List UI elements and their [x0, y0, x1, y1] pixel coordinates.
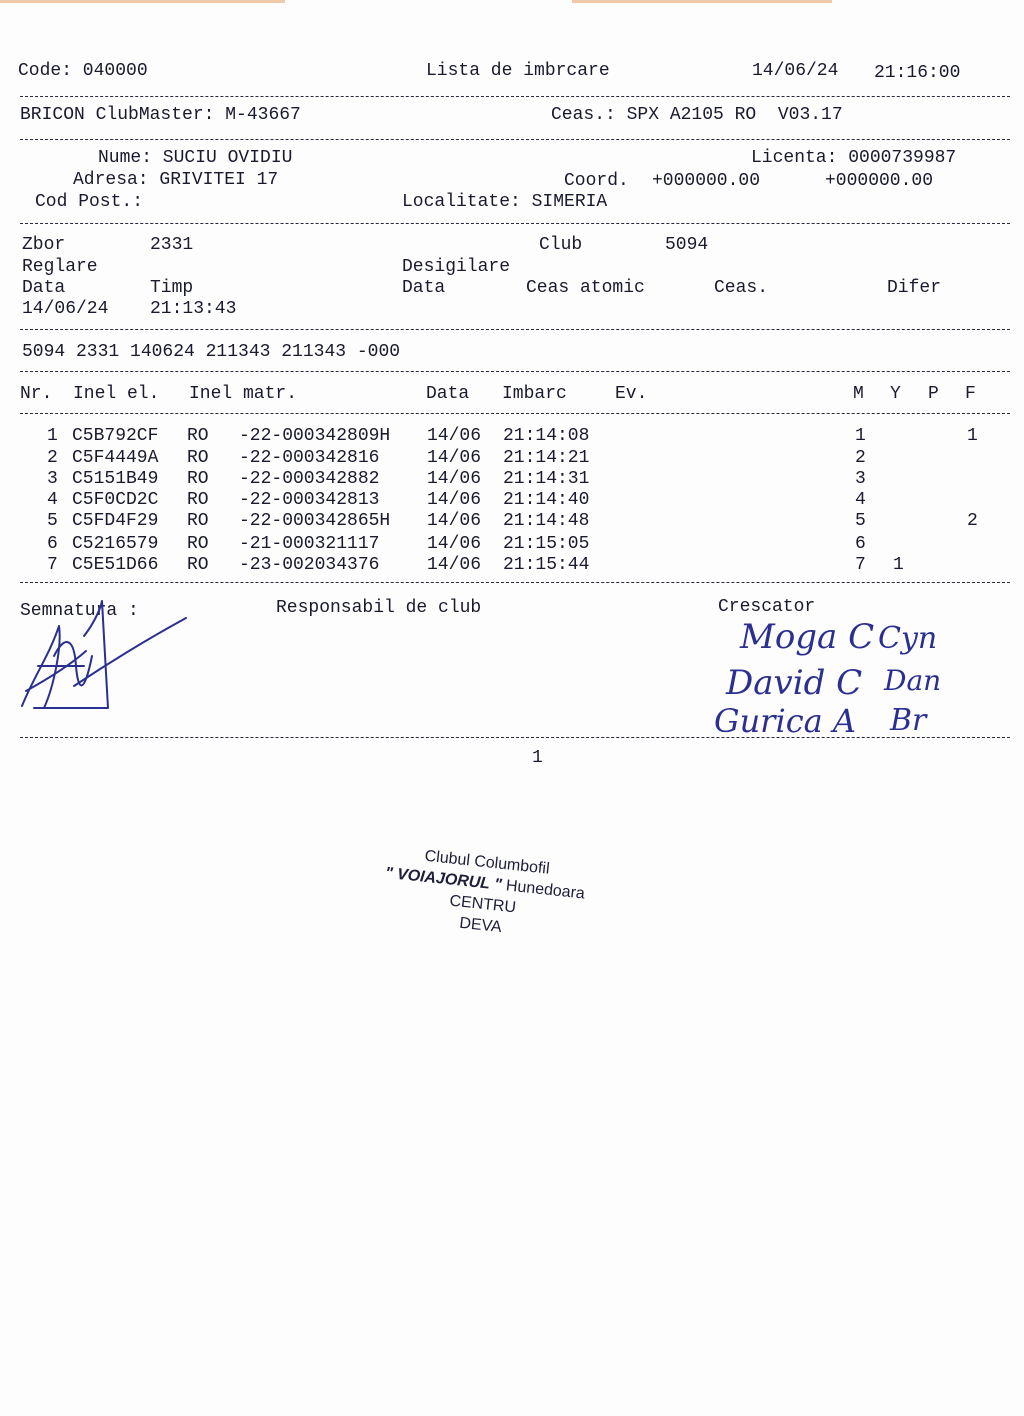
row-country: RO [187, 511, 209, 531]
owner-address: Adresa: GRIVITEI 17 [73, 170, 279, 190]
row-nr: 1 [47, 426, 58, 446]
divider [20, 139, 1010, 140]
row-m: 3 [855, 469, 866, 489]
row-date: 14/06 [427, 555, 482, 575]
flight-label: Zbor [22, 235, 66, 255]
row-m: 5 [855, 511, 866, 531]
row-imbarc-time: 21:14:08 [503, 426, 590, 446]
row-inel-el: C5216579 [72, 534, 159, 554]
row-inel-matr: -22-000342813 [239, 490, 380, 510]
row-country: RO [187, 448, 209, 468]
row-nr: 3 [47, 469, 58, 489]
divider [20, 413, 1010, 414]
column-f: F [965, 384, 976, 404]
row-nr: 4 [47, 490, 58, 510]
handwritten-name-3: Gurica A [714, 702, 856, 740]
row-inel-el: C5B792CF [72, 426, 159, 446]
row-m: 2 [855, 448, 866, 468]
owner-name: Nume: SUCIU OVIDIU [98, 148, 293, 168]
club-label: Club [539, 235, 583, 255]
row-imbarc-time: 21:15:44 [503, 555, 590, 575]
divider [20, 582, 1010, 583]
row-date: 14/06 [427, 534, 482, 554]
row-inel-el: C5F0CD2C [72, 490, 159, 510]
reglare-time: 21:13:43 [150, 299, 237, 319]
row-m: 7 [855, 555, 866, 575]
divider [20, 329, 1010, 330]
stamp-line-1: Clubul Columbofil [423, 847, 551, 878]
row-inel-matr: -22-000342865H [239, 511, 391, 531]
handwritten-name-2: David C [726, 663, 863, 703]
row-m: 6 [855, 534, 866, 554]
flight-number: 2331 [150, 235, 194, 255]
atomic-clock-label: Ceas atomic [526, 278, 645, 298]
code-label: Code: 040000 [18, 61, 148, 81]
row-inel-matr: -22-000342882 [239, 469, 380, 489]
top-edge-strip-right [572, 0, 832, 3]
timp-label: Timp [150, 278, 194, 298]
handwritten-initials-3: Br [890, 703, 927, 738]
row-nr: 7 [47, 555, 58, 575]
signature-label: Semnatura : [20, 601, 139, 621]
divider [20, 737, 1010, 738]
header-time: 21:16:00 [874, 63, 961, 83]
column-inel-matr: Inel matr. [189, 384, 298, 404]
row-imbarc-time: 21:14:40 [503, 490, 590, 510]
table-row [0, 490, 1024, 511]
club-responsible-label: Responsabil de club [276, 598, 482, 618]
column-m: M [853, 384, 864, 404]
row-inel-matr: -23-002034376 [239, 555, 380, 575]
row-date: 14/06 [427, 426, 482, 446]
row-f: 1 [967, 426, 978, 446]
postal-code-label: Cod Post.: [35, 192, 144, 212]
column-y: Y [890, 384, 901, 404]
row-inel-matr: -21-000321117 [239, 534, 380, 554]
table-row [0, 426, 1024, 447]
divider [20, 223, 1010, 224]
row-m: 1 [855, 426, 866, 446]
top-edge-strip-left [0, 0, 285, 3]
row-imbarc-time: 21:14:21 [503, 448, 590, 468]
locality: Localitate: SIMERIA [402, 192, 608, 212]
divider [20, 371, 1010, 372]
row-inel-el: C5F4449A [72, 448, 159, 468]
page-number: 1 [532, 748, 543, 768]
row-country: RO [187, 469, 209, 489]
row-nr: 5 [47, 511, 58, 531]
data-label: Data [22, 278, 66, 298]
difference-label: Difer [887, 278, 942, 298]
handwritten-initials-1: Cyn [878, 621, 938, 656]
row-country: RO [187, 555, 209, 575]
row-nr: 6 [47, 534, 58, 554]
row-date: 14/06 [427, 511, 482, 531]
column-nr: Nr. [20, 384, 53, 404]
clubmaster-id: BRICON ClubMaster: M-43667 [20, 105, 301, 125]
table-row [0, 469, 1024, 490]
stamp-city: Hunedoara [500, 876, 586, 903]
table-row [0, 511, 1024, 532]
row-inel-el: C5151B49 [72, 469, 159, 489]
data-label-desigilare: Data [402, 278, 446, 298]
coord-label: Coord. [564, 171, 629, 191]
row-imbarc-time: 21:14:31 [503, 469, 590, 489]
coord-value-1: +000000.00 [652, 171, 761, 191]
row-inel-matr: -22-000342809H [239, 426, 391, 446]
row-inel-el: C5FD4F29 [72, 511, 159, 531]
handwritten-signature [14, 596, 194, 716]
reglare-label: Reglare [22, 257, 98, 277]
handwritten-breeder-names [706, 612, 966, 744]
table-row [0, 448, 1024, 469]
club-stamp [363, 840, 602, 963]
row-f: 2 [967, 511, 978, 531]
column-data: Data [426, 384, 470, 404]
stamp-line-4: DEVA [458, 914, 503, 937]
row-inel-matr: -22-000342816 [239, 448, 380, 468]
row-imbarc-time: 21:14:48 [503, 511, 590, 531]
clock-id: Ceas.: SPX A2105 RO V03.17 [551, 105, 843, 125]
row-country: RO [187, 426, 209, 446]
club-number: 5094 [665, 235, 709, 255]
row-nr: 2 [47, 448, 58, 468]
breeder-label: Crescator [718, 597, 816, 617]
row-country: RO [187, 490, 209, 510]
table-row [0, 555, 1024, 576]
row-y: 1 [893, 555, 904, 575]
divider [20, 96, 1010, 97]
row-inel-el: C5E51D66 [72, 555, 159, 575]
stamp-line-3: CENTRU [448, 892, 517, 917]
document-title: Lista de imbrcare [426, 61, 610, 81]
row-date: 14/06 [427, 490, 482, 510]
stamp-club-name: " VOIAJORUL " [384, 864, 503, 894]
row-country: RO [187, 534, 209, 554]
row-date: 14/06 [427, 469, 482, 489]
handwritten-name-1: Moga C [740, 617, 875, 657]
column-inel-el: Inel el. [73, 384, 160, 404]
handwritten-initials-2: Dan [884, 664, 942, 697]
owner-license: Licenta: 0000739987 [751, 148, 957, 168]
column-ev: Ev. [615, 384, 648, 404]
row-date: 14/06 [427, 448, 482, 468]
row-imbarc-time: 21:15:05 [503, 534, 590, 554]
clock-label: Ceas. [714, 278, 769, 298]
table-row [0, 534, 1024, 555]
desigilare-label: Desigilare [402, 257, 511, 277]
column-imbarc: Imbarc [502, 384, 567, 404]
header-date: 14/06/24 [752, 61, 839, 81]
column-p: P [928, 384, 939, 404]
summary-code-line: 5094 2331 140624 211343 211343 -000 [22, 342, 401, 362]
row-m: 4 [855, 490, 866, 510]
reglare-date: 14/06/24 [22, 299, 109, 319]
coord-value-2: +000000.00 [825, 171, 934, 191]
